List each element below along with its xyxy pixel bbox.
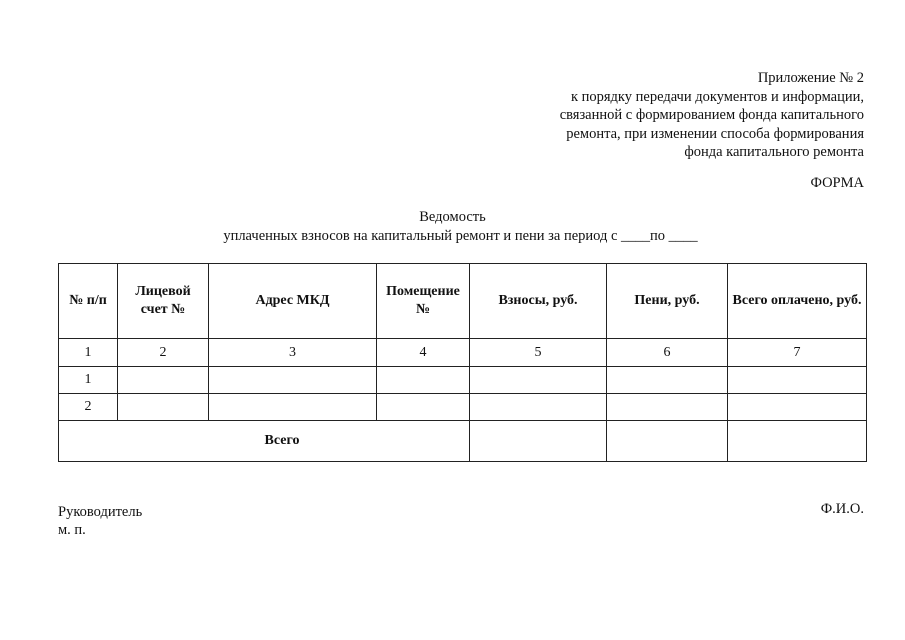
annex-line: к порядку передачи документов и информации, <box>570 88 864 105</box>
signature-block <box>58 503 142 539</box>
table-cell <box>118 367 209 394</box>
table-cell <box>607 394 728 421</box>
annex-line: ремонта, при изменении способа формирования <box>566 125 864 142</box>
table-cell <box>377 394 470 421</box>
table-cell <box>728 367 867 394</box>
table-row <box>59 394 867 421</box>
payments-table <box>58 263 867 462</box>
title-subtitle: уплаченных взносов на капитальный ремонт и пени за период с ____по ____ <box>223 228 698 244</box>
total-row <box>59 421 867 462</box>
header-cell: № п/п <box>59 264 118 339</box>
document-title <box>0 208 905 246</box>
table-cell <box>118 394 209 421</box>
title-main: Ведомость <box>419 209 486 225</box>
table-cell <box>209 394 377 421</box>
header-cell: Всего оплачено, руб. <box>728 264 867 339</box>
table-cell <box>470 394 607 421</box>
table-cell <box>728 394 867 421</box>
table-cell <box>470 367 607 394</box>
column-number-row <box>59 339 867 367</box>
annex-reference <box>560 69 864 162</box>
column-number: 3 <box>209 339 377 367</box>
header-cell: Пени, руб. <box>607 264 728 339</box>
header-cell: Помещение № <box>377 264 470 339</box>
header-row <box>59 264 867 339</box>
column-number: 7 <box>728 339 867 367</box>
fio-label: Ф.И.О. <box>820 501 864 517</box>
table-cell <box>377 367 470 394</box>
column-number: 4 <box>377 339 470 367</box>
annex-line: связанной с формированием фонда капитального <box>559 107 864 123</box>
header-cell: Адрес МКД <box>209 264 377 339</box>
total-cell <box>728 421 867 462</box>
column-number: 5 <box>470 339 607 367</box>
total-cell <box>470 421 607 462</box>
table-cell: 1 <box>59 367 118 394</box>
total-cell <box>607 421 728 462</box>
column-number: 1 <box>59 339 118 367</box>
head-label: Руководитель <box>58 504 143 520</box>
header-cell: Взносы, руб. <box>470 264 607 339</box>
column-number: 2 <box>118 339 209 367</box>
table-cell <box>209 367 377 394</box>
annex-line: фонда капитального ремонта <box>684 144 864 160</box>
total-label: Всего <box>59 421 470 462</box>
header-cell: Лицевой счет № <box>118 264 209 339</box>
table-cell: 2 <box>59 394 118 421</box>
annex-line: Приложение № 2 <box>757 70 864 86</box>
form-label: ФОРМА <box>810 175 864 191</box>
stamp-label: м. п. <box>58 522 86 538</box>
column-number: 6 <box>607 339 728 367</box>
table-row <box>59 367 867 394</box>
table-cell <box>607 367 728 394</box>
